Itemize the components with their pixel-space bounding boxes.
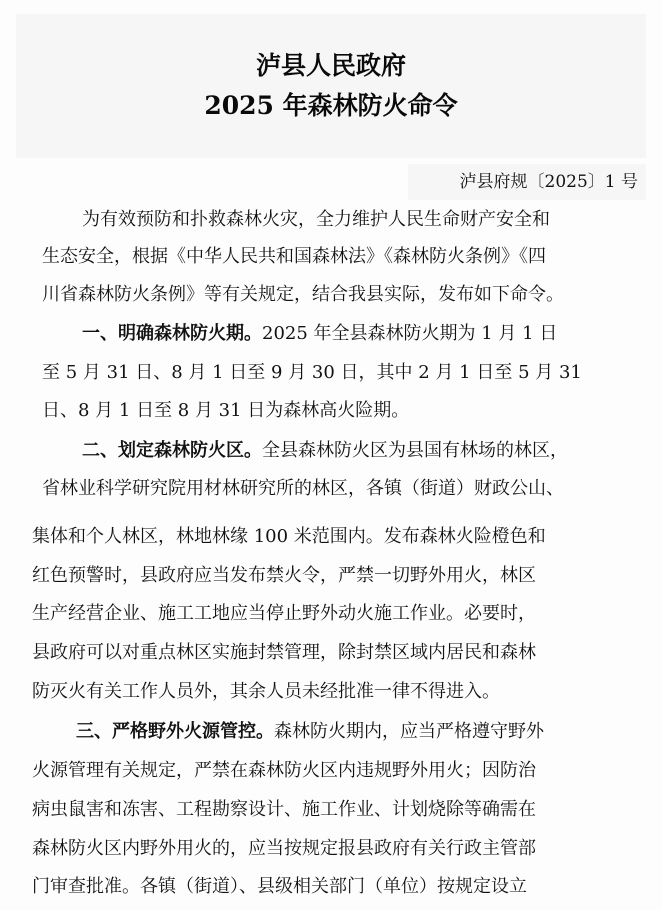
intro-line-3: 川省森林防火条例》等有关规定，结合我县实际，发布如下命令。 (42, 284, 564, 305)
section2-first-line (82, 436, 568, 466)
section2-line-6: 县政府可以对重点林区实施封禁管理，除封禁区域内居民和森林 (32, 642, 536, 663)
section2-line-4: 红色预警时，县政府应当发布禁火令，严禁一切野外用火，林区 (32, 565, 536, 586)
document-number: 泸县府规〔2025〕1 号 (408, 164, 646, 200)
intro-line-2: 生态安全，根据《中华人民共和国森林法》《森林防火条例》《四 (42, 246, 546, 267)
section2-line-5: 生产经营企业、施工工地应当停止野外动火施工作业。必要时， (32, 603, 536, 624)
intro-line-1: 为有效预防和扑救森林火灾，全力维护人民生命财产安全和 (82, 209, 550, 230)
section1-text: 2025 年全县森林防火期为 1 月 1 日 (262, 323, 558, 344)
section3-line-5: 门审查批准。各镇（街道）、县级相关部门（单位）按规定设立 (32, 876, 527, 897)
section1-first-line (82, 319, 557, 349)
section2-line-2: 省林业科学研究院用材林研究所的林区，各镇（街道）财政公山、 (42, 478, 564, 499)
section1-line-3: 日、8 月 1 日至 8 月 31 日为森林高火险期。 (42, 400, 410, 421)
section3-line-4: 森林防火区内野外用火的，应当按规定报县政府有关行政主管部 (32, 838, 536, 859)
section2-line-7: 防灭火有关工作人员外，其余人员未经批准一律不得进入。 (32, 681, 500, 702)
section1-line-2: 至 5 月 31 日、8 月 1 日至 9 月 30 日，其中 2 月 1 日至 5 月 31 (42, 362, 582, 383)
section3-line-2: 火源管理有关规定，严禁在森林防火区内违规野外用火；因防治 (32, 760, 536, 781)
section1-heading: 一、明确森林防火期。 (82, 323, 262, 344)
title-block (16, 14, 646, 158)
section3-text: 森林防火期内，应当严格遵守野外 (274, 721, 544, 742)
section3-first-line (76, 717, 544, 747)
section3-heading: 三、严格野外火源管控。 (76, 721, 274, 742)
document-issuer-title: 泸县人民政府 (255, 51, 406, 80)
document-main-title: 2025 年森林防火命令 (204, 91, 458, 120)
section3-line-3: 病虫鼠害和冻害、工程勘察设计、施工作业、计划烧除等确需在 (32, 799, 536, 820)
section2-text: 全县森林防火区为县国有林场的林区， (262, 440, 568, 461)
section2-line-3: 集体和个人林区，林地林缘 100 米范围内。发布森林火险橙色和 (32, 526, 546, 547)
section2-heading: 二、划定森林防火区。 (82, 440, 262, 461)
